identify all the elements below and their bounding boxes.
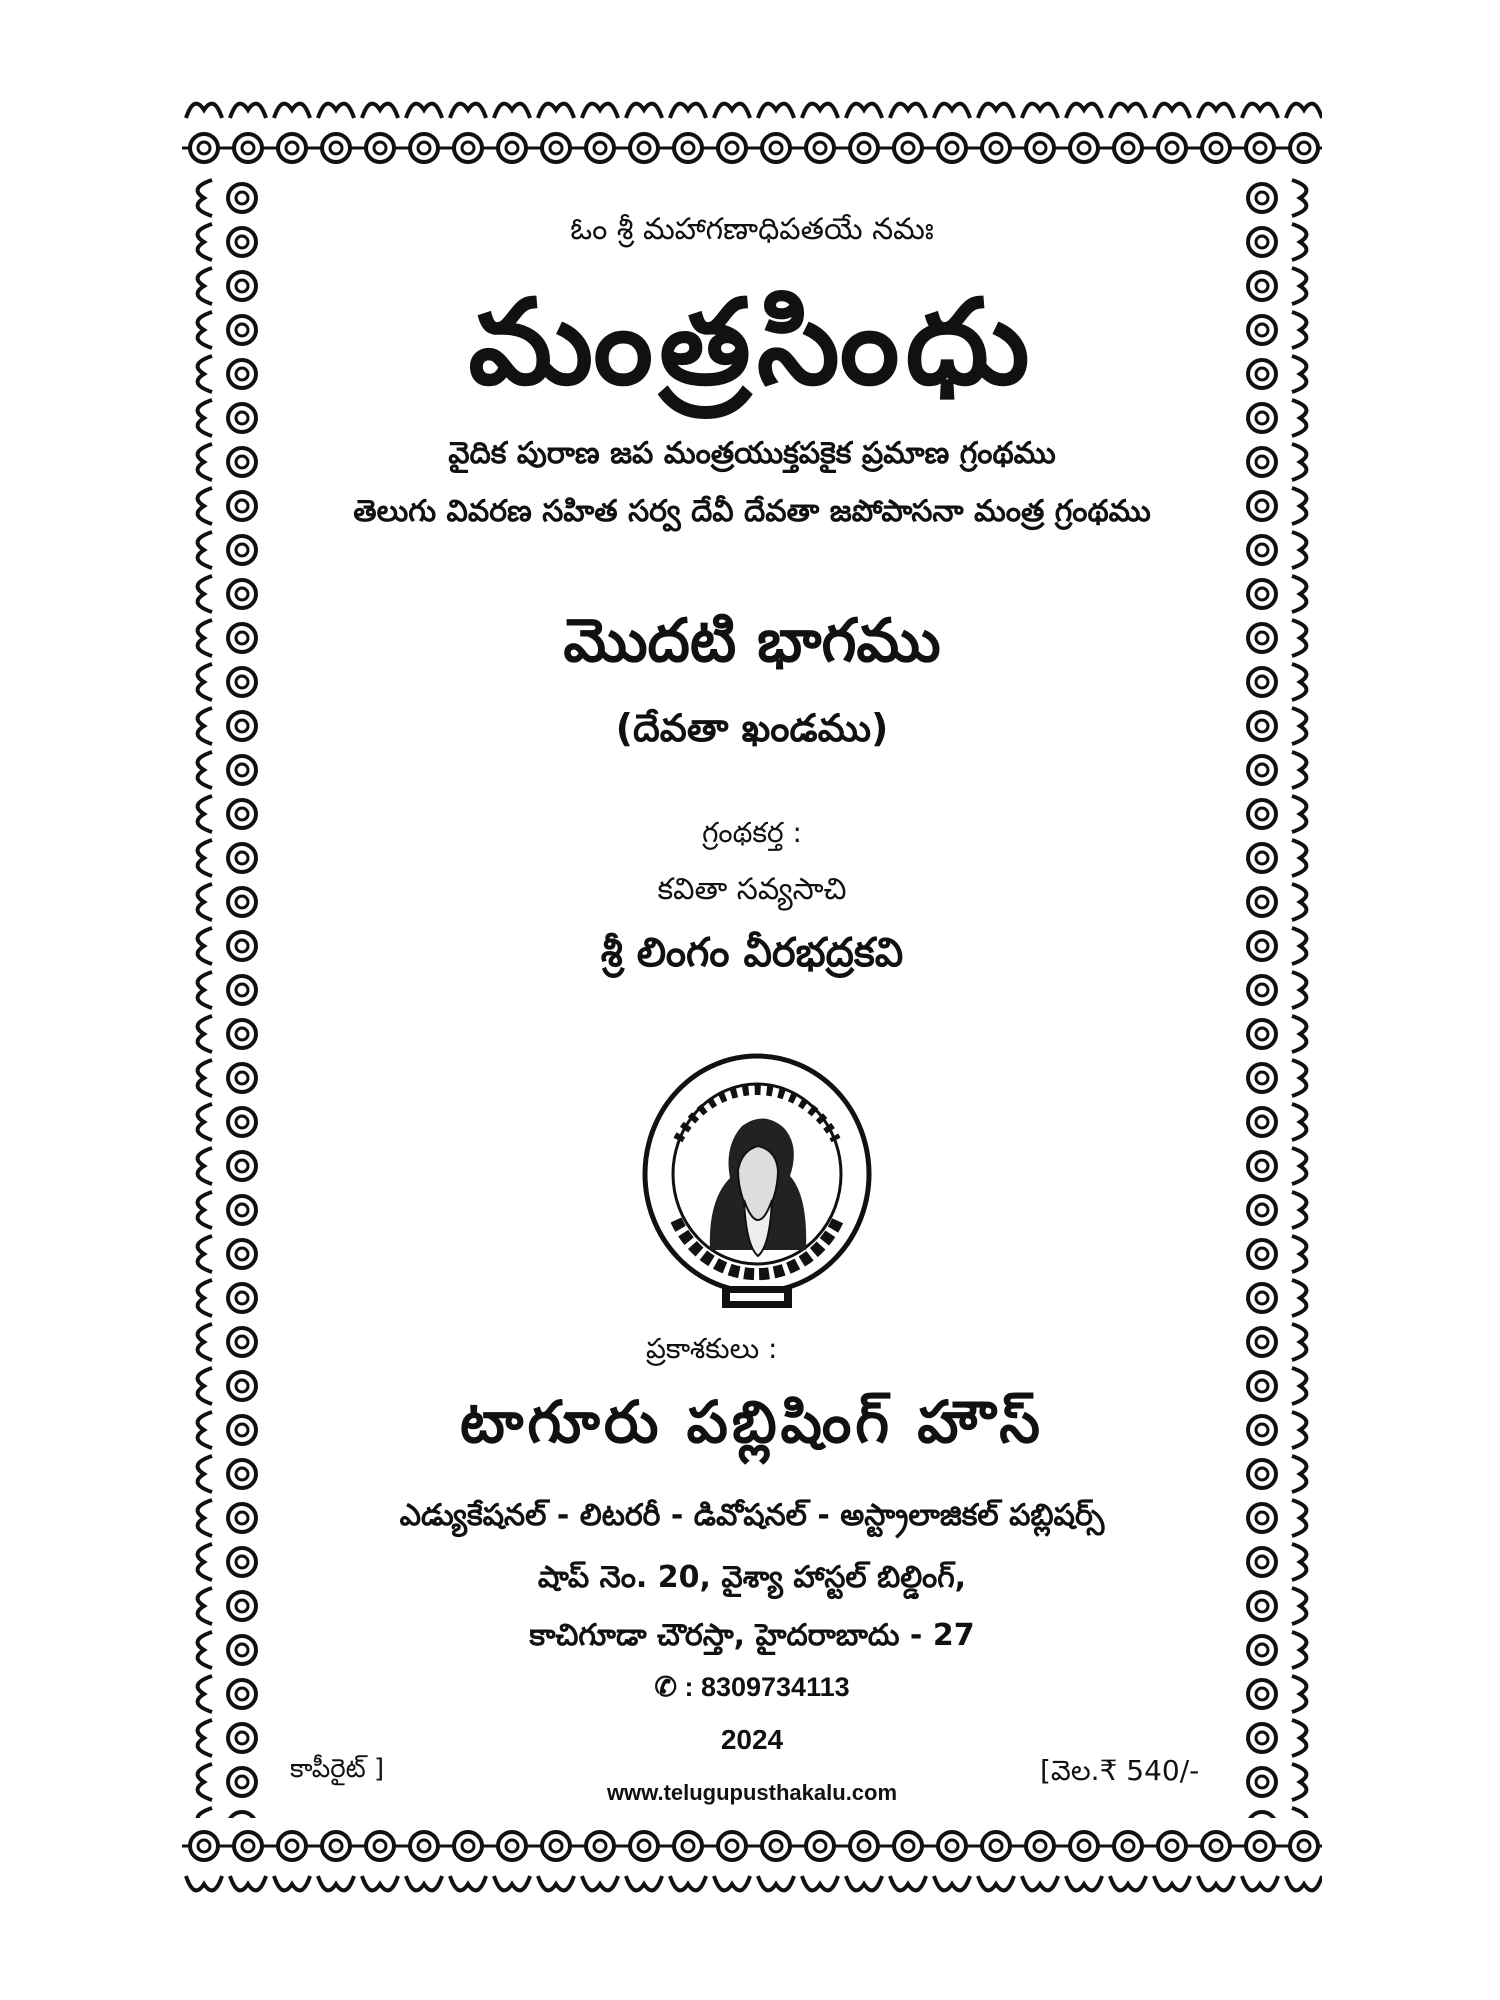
subtitle-line-2: తెలుగు వివరణ సహిత సర్వ దేవీ దేవతా జపోపాసనా మంత్ర గ్రంథము [353, 494, 1151, 529]
border-left [182, 176, 270, 1818]
author-title: కవితా సవ్యసాచి [657, 872, 847, 907]
border-right [1234, 176, 1322, 1818]
publisher-name: టాగూరు పబ్లిషింగ్ హౌస్ [459, 1388, 1045, 1456]
section-title: (దేవతా ఖండము) [615, 706, 889, 750]
part-title: మొదటి భాగము [563, 606, 941, 676]
website-link[interactable]: www.telugupusthakalu.com [606, 1780, 898, 1805]
author-label: గ్రంథకర్త : [702, 816, 802, 849]
address-line-1: షాప్ నెం. 20, వైశ్యా హాస్టల్ బిల్డింగ్, [537, 1560, 967, 1595]
publisher-label: ప్రకాశకులు : [646, 1332, 778, 1365]
copyright-note: కాపీరైట్ ] [290, 1754, 385, 1784]
subtitle-line-1: వైదిక పురాణ జప మంత్రయుక్తపకైక ప్రమాణ గ్రంథము [448, 436, 1056, 471]
publisher-tagline: ఎడ్యుకేషనల్ - లిటరరీ - డివోషనల్ - అస్ట్రాలాజికల్ పబ్లిషర్స్ [399, 1498, 1105, 1533]
address-line-2: కాచిగూడా చౌరస్తా, హైదరాబాదు - 27 [529, 1618, 975, 1653]
phone-number: ✆ : 8309734113 [654, 1672, 850, 1702]
price-tag: [వెల.₹ 540/- [1040, 1754, 1200, 1787]
publication-year: 2024 [720, 1724, 784, 1755]
book-title: మంత్రసింధు [468, 272, 1036, 411]
author-name: శ్రీ లింగం వీరభద్రకవి [600, 930, 904, 976]
border-top [182, 88, 1322, 176]
publisher-logo [638, 1050, 876, 1318]
border-bottom [182, 1818, 1322, 1906]
invocation: ఓం శ్రీ మహాగణాధిపతయే నమః [570, 212, 934, 247]
